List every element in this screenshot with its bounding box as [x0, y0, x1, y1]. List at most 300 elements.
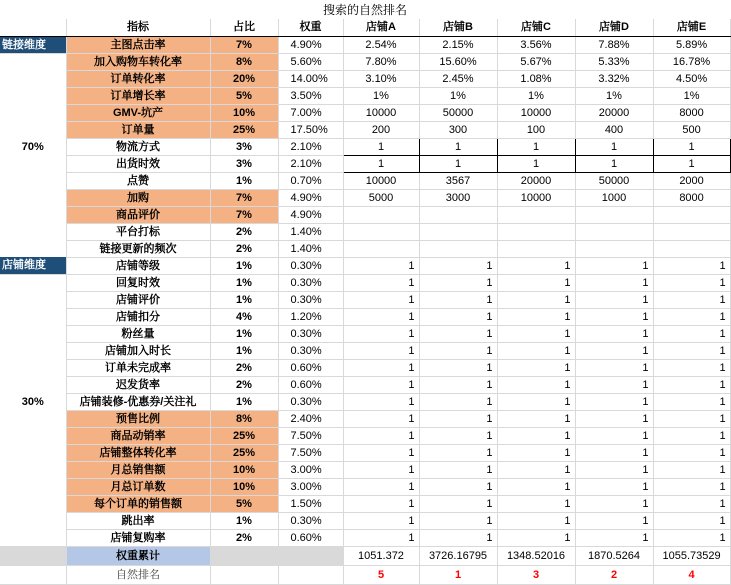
shop-value-cell[interactable]: 3.56% — [497, 36, 575, 53]
header-cell[interactable]: 店铺E — [653, 19, 730, 36]
weight-cell[interactable]: 0.30% — [278, 393, 343, 410]
weight-cell[interactable]: 4.90% — [278, 206, 343, 223]
shop-value-cell[interactable]: 300 — [419, 121, 497, 138]
shop-value-cell[interactable]: 1 — [653, 529, 730, 546]
metric-cell[interactable]: 加入购物车转化率 — [66, 53, 210, 70]
shop-value-cell[interactable]: 1 — [653, 138, 730, 155]
metric-cell[interactable]: 店铺评价 — [66, 291, 210, 308]
weight-cell[interactable]: 2.10% — [278, 155, 343, 172]
shop-value-cell[interactable]: 8000 — [653, 104, 730, 121]
rank-value-cell[interactable]: 1 — [419, 565, 497, 584]
share-cell[interactable]: 1% — [210, 291, 278, 308]
empty-cell[interactable] — [0, 104, 66, 121]
shop-value-cell[interactable]: 10000 — [497, 104, 575, 121]
weight-cell[interactable]: 3.50% — [278, 87, 343, 104]
share-cell[interactable]: 2% — [210, 359, 278, 376]
weight-cell[interactable]: 3.00% — [278, 461, 343, 478]
metric-cell[interactable]: 回复时效 — [66, 274, 210, 291]
empty-cell[interactable] — [0, 121, 66, 138]
shop-value-cell[interactable]: 15.60% — [419, 53, 497, 70]
share-cell[interactable]: 5% — [210, 87, 278, 104]
shop-value-cell[interactable]: 1 — [497, 138, 575, 155]
shop-value-cell[interactable]: 1 — [419, 410, 497, 427]
shop-value-cell[interactable]: 1 — [575, 444, 653, 461]
empty-cell[interactable] — [0, 427, 66, 444]
share-cell[interactable]: 1% — [210, 257, 278, 274]
shop-value-cell[interactable]: 1 — [497, 376, 575, 393]
shop-value-cell[interactable]: 1% — [497, 87, 575, 104]
empty-cell[interactable] — [0, 87, 66, 104]
shop-value-cell[interactable]: 1 — [343, 291, 419, 308]
shop-value-cell[interactable]: 1 — [419, 359, 497, 376]
empty-cell[interactable] — [0, 206, 66, 223]
empty-cell[interactable] — [0, 444, 66, 461]
share-cell[interactable]: 2% — [210, 529, 278, 546]
shop-value-cell[interactable] — [343, 240, 419, 257]
empty-cell[interactable] — [210, 546, 278, 565]
shop-value-cell[interactable]: 100 — [497, 121, 575, 138]
empty-cell[interactable] — [0, 240, 66, 257]
share-cell[interactable]: 2% — [210, 223, 278, 240]
rank-value-cell[interactable]: 4 — [653, 565, 730, 584]
shop-value-cell[interactable]: 1 — [497, 308, 575, 325]
summary-label[interactable]: 权重累计 — [66, 546, 210, 565]
shop-value-cell[interactable]: 3.10% — [343, 70, 419, 87]
metric-cell[interactable]: 订单量 — [66, 121, 210, 138]
empty-cell[interactable] — [0, 529, 66, 546]
share-cell[interactable]: 20% — [210, 70, 278, 87]
share-cell[interactable]: 1% — [210, 274, 278, 291]
weight-cell[interactable]: 4.90% — [278, 189, 343, 206]
weight-cell[interactable]: 7.00% — [278, 104, 343, 121]
shop-value-cell[interactable]: 1 — [343, 257, 419, 274]
dimension-share[interactable]: 70% — [0, 138, 66, 155]
shop-value-cell[interactable]: 16.78% — [653, 53, 730, 70]
metric-cell[interactable]: 订单未完成率 — [66, 359, 210, 376]
empty-cell[interactable] — [0, 565, 66, 584]
metric-cell[interactable]: 店铺整体转化率 — [66, 444, 210, 461]
weight-cell[interactable]: 0.30% — [278, 325, 343, 342]
shop-value-cell[interactable]: 2.15% — [419, 36, 497, 53]
shop-value-cell[interactable]: 1 — [653, 359, 730, 376]
metric-cell[interactable]: 预售比例 — [66, 410, 210, 427]
shop-value-cell[interactable]: 1 — [653, 308, 730, 325]
shop-value-cell[interactable]: 1 — [419, 529, 497, 546]
header-cell[interactable]: 店铺D — [575, 19, 653, 36]
share-cell[interactable]: 25% — [210, 444, 278, 461]
shop-value-cell[interactable]: 1 — [343, 444, 419, 461]
shop-value-cell[interactable]: 1 — [419, 512, 497, 529]
shop-value-cell[interactable]: 1 — [575, 529, 653, 546]
shop-value-cell[interactable]: 20000 — [497, 172, 575, 189]
shop-value-cell[interactable]: 1 — [419, 444, 497, 461]
shop-value-cell[interactable] — [343, 206, 419, 223]
weight-cell[interactable]: 2.40% — [278, 410, 343, 427]
weight-cell[interactable]: 0.30% — [278, 257, 343, 274]
share-cell[interactable]: 10% — [210, 461, 278, 478]
shop-value-cell[interactable]: 1 — [419, 325, 497, 342]
shop-value-cell[interactable]: 1 — [497, 410, 575, 427]
shop-value-cell[interactable]: 1 — [575, 410, 653, 427]
weight-cell[interactable]: 2.10% — [278, 138, 343, 155]
shop-value-cell[interactable]: 1 — [575, 291, 653, 308]
shop-value-cell[interactable]: 1 — [575, 359, 653, 376]
share-cell[interactable]: 7% — [210, 189, 278, 206]
shop-value-cell[interactable]: 1 — [343, 138, 419, 155]
shop-value-cell[interactable]: 1 — [343, 410, 419, 427]
metric-cell[interactable]: 平台打标 — [66, 223, 210, 240]
shop-value-cell[interactable]: 1 — [343, 376, 419, 393]
empty-cell[interactable] — [0, 223, 66, 240]
shop-value-cell[interactable] — [497, 223, 575, 240]
shop-value-cell[interactable]: 1 — [653, 257, 730, 274]
empty-cell[interactable] — [0, 172, 66, 189]
empty-cell[interactable] — [0, 325, 66, 342]
shop-value-cell[interactable]: 1 — [497, 529, 575, 546]
share-cell[interactable]: 5% — [210, 495, 278, 512]
shop-value-cell[interactable]: 1000 — [575, 189, 653, 206]
shop-value-cell[interactable]: 1 — [575, 155, 653, 172]
shop-value-cell[interactable]: 2.45% — [419, 70, 497, 87]
metric-cell[interactable]: 订单增长率 — [66, 87, 210, 104]
shop-value-cell[interactable]: 1 — [343, 393, 419, 410]
dimension-share[interactable]: 30% — [0, 393, 66, 410]
shop-value-cell[interactable]: 1 — [497, 155, 575, 172]
header-cell[interactable]: 店铺A — [343, 19, 419, 36]
weight-cell[interactable]: 14.00% — [278, 70, 343, 87]
share-cell[interactable]: 1% — [210, 172, 278, 189]
shop-value-cell[interactable]: 1 — [343, 495, 419, 512]
shop-value-cell[interactable] — [497, 206, 575, 223]
shop-value-cell[interactable] — [419, 206, 497, 223]
shop-value-cell[interactable]: 7.88% — [575, 36, 653, 53]
shop-value-cell[interactable]: 1 — [575, 138, 653, 155]
empty-cell[interactable] — [278, 565, 343, 584]
metric-cell[interactable]: 店铺加入时长 — [66, 342, 210, 359]
shop-value-cell[interactable]: 4.50% — [653, 70, 730, 87]
shop-value-cell[interactable] — [653, 206, 730, 223]
metric-cell[interactable]: 商品评价 — [66, 206, 210, 223]
metric-cell[interactable]: 每个订单的销售额 — [66, 495, 210, 512]
header-cell[interactable]: 店铺C — [497, 19, 575, 36]
empty-cell[interactable] — [0, 189, 66, 206]
shop-value-cell[interactable] — [575, 206, 653, 223]
shop-value-cell[interactable]: 1 — [575, 376, 653, 393]
metric-cell[interactable]: 点赞 — [66, 172, 210, 189]
shop-value-cell[interactable]: 1 — [343, 342, 419, 359]
shop-value-cell[interactable]: 8000 — [653, 189, 730, 206]
weight-cell[interactable]: 5.60% — [278, 53, 343, 70]
empty-cell[interactable] — [0, 70, 66, 87]
shop-value-cell[interactable]: 1 — [575, 461, 653, 478]
shop-value-cell[interactable]: 1 — [419, 155, 497, 172]
shop-value-cell[interactable]: 1 — [497, 342, 575, 359]
shop-value-cell[interactable]: 400 — [575, 121, 653, 138]
header-cell[interactable] — [0, 19, 66, 36]
metric-cell[interactable]: 出货时效 — [66, 155, 210, 172]
shop-value-cell[interactable]: 1 — [497, 291, 575, 308]
shop-value-cell[interactable]: 1 — [497, 359, 575, 376]
header-cell[interactable]: 店铺B — [419, 19, 497, 36]
metric-cell[interactable]: 月总销售额 — [66, 461, 210, 478]
summary-value-cell[interactable]: 1055.73529 — [653, 546, 730, 565]
shop-value-cell[interactable]: 1 — [343, 155, 419, 172]
shop-value-cell[interactable]: 20000 — [575, 104, 653, 121]
share-cell[interactable]: 10% — [210, 104, 278, 121]
share-cell[interactable]: 1% — [210, 393, 278, 410]
shop-value-cell[interactable]: 1 — [653, 393, 730, 410]
shop-value-cell[interactable]: 1% — [653, 87, 730, 104]
share-cell[interactable]: 25% — [210, 121, 278, 138]
shop-value-cell[interactable]: 1 — [575, 393, 653, 410]
shop-value-cell[interactable]: 1 — [653, 495, 730, 512]
rank-value-cell[interactable]: 3 — [497, 565, 575, 584]
table-row — [0, 376, 730, 393]
weight-cell[interactable]: 0.30% — [278, 274, 343, 291]
empty-cell[interactable] — [278, 546, 343, 565]
empty-cell[interactable] — [0, 546, 66, 565]
shop-value-cell[interactable]: 1 — [653, 478, 730, 495]
shop-value-cell[interactable]: 1 — [343, 461, 419, 478]
empty-cell[interactable] — [0, 478, 66, 495]
shop-value-cell[interactable]: 1 — [575, 308, 653, 325]
shop-value-cell[interactable]: 1 — [343, 359, 419, 376]
shop-value-cell[interactable]: 7.80% — [343, 53, 419, 70]
share-cell[interactable]: 8% — [210, 410, 278, 427]
shop-value-cell[interactable]: 1 — [419, 342, 497, 359]
weight-cell[interactable]: 4.90% — [278, 36, 343, 53]
shop-value-cell[interactable]: 200 — [343, 121, 419, 138]
shop-value-cell[interactable]: 1 — [575, 427, 653, 444]
table-row — [0, 291, 730, 308]
metric-cell[interactable]: 迟发货率 — [66, 376, 210, 393]
shop-value-cell[interactable]: 10000 — [497, 189, 575, 206]
empty-cell[interactable] — [0, 291, 66, 308]
share-cell[interactable]: 8% — [210, 53, 278, 70]
shop-value-cell[interactable]: 1 — [343, 308, 419, 325]
share-cell[interactable]: 1% — [210, 512, 278, 529]
empty-cell[interactable] — [0, 155, 66, 172]
shop-value-cell[interactable]: 5.33% — [575, 53, 653, 70]
weight-cell[interactable]: 1.40% — [278, 223, 343, 240]
share-cell[interactable]: 1% — [210, 325, 278, 342]
share-cell[interactable]: 10% — [210, 478, 278, 495]
empty-cell[interactable] — [0, 308, 66, 325]
shop-value-cell[interactable] — [653, 223, 730, 240]
ranking-label[interactable]: 自然排名 — [66, 565, 210, 584]
share-cell[interactable]: 4% — [210, 308, 278, 325]
shop-value-cell[interactable] — [653, 240, 730, 257]
shop-value-cell[interactable]: 1 — [497, 512, 575, 529]
shop-value-cell[interactable]: 1 — [497, 495, 575, 512]
empty-cell[interactable] — [0, 512, 66, 529]
shop-value-cell[interactable]: 1 — [575, 512, 653, 529]
share-cell[interactable]: 2% — [210, 240, 278, 257]
header-cell[interactable]: 指标 — [66, 19, 210, 36]
share-cell[interactable]: 7% — [210, 206, 278, 223]
shop-value-cell[interactable]: 50000 — [575, 172, 653, 189]
shop-value-cell[interactable]: 1 — [343, 274, 419, 291]
shop-value-cell[interactable]: 1 — [497, 478, 575, 495]
metric-cell[interactable]: 链接更新的频次 — [66, 240, 210, 257]
shop-value-cell[interactable]: 2.54% — [343, 36, 419, 53]
rank-value-cell[interactable]: 2 — [575, 565, 653, 584]
shop-value-cell[interactable]: 1 — [343, 529, 419, 546]
metric-cell[interactable]: 主图点击率 — [66, 36, 210, 53]
weight-cell[interactable]: 7.50% — [278, 427, 343, 444]
shop-value-cell[interactable] — [343, 223, 419, 240]
shop-value-cell[interactable]: 1 — [497, 274, 575, 291]
weight-cell[interactable]: 0.30% — [278, 291, 343, 308]
shop-value-cell[interactable]: 1 — [653, 461, 730, 478]
dimension-label[interactable]: 店铺维度 — [0, 257, 66, 274]
shop-value-cell[interactable]: 1 — [575, 325, 653, 342]
weight-cell[interactable]: 1.20% — [278, 308, 343, 325]
weight-cell[interactable]: 1.50% — [278, 495, 343, 512]
shop-value-cell[interactable]: 5.67% — [497, 53, 575, 70]
shop-value-cell[interactable]: 1 — [419, 393, 497, 410]
shop-value-cell[interactable]: 1 — [343, 427, 419, 444]
metric-cell[interactable]: 订单转化率 — [66, 70, 210, 87]
weight-cell[interactable]: 17.50% — [278, 121, 343, 138]
metric-cell[interactable]: 跳出率 — [66, 512, 210, 529]
summary-value-cell[interactable]: 1051.372 — [343, 546, 419, 565]
weight-cell[interactable]: 0.60% — [278, 376, 343, 393]
share-cell[interactable]: 3% — [210, 155, 278, 172]
empty-cell[interactable] — [0, 359, 66, 376]
metric-cell[interactable]: 店铺装修-优惠券/关注礼 — [66, 393, 210, 410]
metric-cell[interactable]: 物流方式 — [66, 138, 210, 155]
summary-value-cell[interactable]: 3726.16795 — [419, 546, 497, 565]
shop-value-cell[interactable]: 1 — [497, 461, 575, 478]
shop-value-cell[interactable] — [575, 223, 653, 240]
metric-cell[interactable]: 粉丝量 — [66, 325, 210, 342]
shop-value-cell[interactable]: 1 — [343, 512, 419, 529]
shop-value-cell[interactable]: 1 — [575, 495, 653, 512]
metric-cell[interactable]: 店铺复购率 — [66, 529, 210, 546]
shop-value-cell[interactable]: 1 — [419, 308, 497, 325]
shop-value-cell[interactable]: 2000 — [653, 172, 730, 189]
shop-value-cell[interactable]: 500 — [653, 121, 730, 138]
shop-value-cell[interactable]: 5.89% — [653, 36, 730, 53]
empty-cell[interactable] — [210, 565, 278, 584]
empty-cell[interactable] — [0, 376, 66, 393]
shop-value-cell[interactable]: 1 — [653, 342, 730, 359]
shop-value-cell[interactable]: 1 — [419, 257, 497, 274]
shop-value-cell[interactable]: 1% — [419, 87, 497, 104]
summary-value-cell[interactable]: 1870.5264 — [575, 546, 653, 565]
empty-cell[interactable] — [0, 342, 66, 359]
shop-value-cell[interactable] — [497, 240, 575, 257]
empty-cell[interactable] — [0, 410, 66, 427]
table-row — [0, 512, 730, 529]
shop-value-cell[interactable]: 1 — [419, 291, 497, 308]
shop-value-cell[interactable]: 1 — [575, 257, 653, 274]
share-cell[interactable]: 1% — [210, 342, 278, 359]
metric-cell[interactable]: 店铺等级 — [66, 257, 210, 274]
shop-value-cell[interactable]: 1 — [653, 155, 730, 172]
header-cell[interactable]: 权重 — [278, 19, 343, 36]
shop-value-cell[interactable]: 5000 — [343, 189, 419, 206]
shop-value-cell[interactable]: 1 — [419, 376, 497, 393]
shop-value-cell[interactable]: 1 — [653, 427, 730, 444]
shop-value-cell[interactable]: 1 — [653, 325, 730, 342]
metric-cell[interactable]: GMV-坑产 — [66, 104, 210, 121]
shop-value-cell[interactable] — [575, 240, 653, 257]
shop-value-cell[interactable]: 50000 — [419, 104, 497, 121]
summary-value-cell[interactable]: 1348.52016 — [497, 546, 575, 565]
weight-cell[interactable]: 1.40% — [278, 240, 343, 257]
shop-value-cell[interactable]: 1% — [343, 87, 419, 104]
share-cell[interactable]: 3% — [210, 138, 278, 155]
dimension-label[interactable]: 链接维度 — [0, 36, 66, 53]
shop-value-cell[interactable]: 1 — [653, 274, 730, 291]
weight-cell[interactable]: 0.30% — [278, 342, 343, 359]
shop-value-cell[interactable]: 1 — [419, 495, 497, 512]
shop-value-cell[interactable]: 10000 — [343, 104, 419, 121]
shop-value-cell[interactable]: 1 — [575, 274, 653, 291]
empty-cell[interactable] — [0, 461, 66, 478]
empty-cell[interactable] — [0, 495, 66, 512]
shop-value-cell[interactable]: 1 — [497, 257, 575, 274]
share-cell[interactable]: 7% — [210, 36, 278, 53]
weight-cell[interactable]: 0.30% — [278, 512, 343, 529]
shop-value-cell[interactable]: 1 — [497, 393, 575, 410]
shop-value-cell[interactable]: 1 — [653, 512, 730, 529]
empty-cell[interactable] — [0, 274, 66, 291]
shop-value-cell[interactable]: 1 — [497, 444, 575, 461]
metric-cell[interactable]: 加购 — [66, 189, 210, 206]
shop-value-cell[interactable]: 1 — [419, 427, 497, 444]
empty-cell[interactable] — [0, 53, 66, 70]
shop-value-cell[interactable]: 1 — [653, 444, 730, 461]
shop-value-cell[interactable]: 1 — [497, 427, 575, 444]
shop-value-cell[interactable] — [419, 223, 497, 240]
header-cell[interactable]: 占比 — [210, 19, 278, 36]
share-cell[interactable]: 25% — [210, 427, 278, 444]
weight-cell[interactable]: 0.60% — [278, 529, 343, 546]
shop-value-cell[interactable]: 1 — [653, 376, 730, 393]
shop-value-cell[interactable]: 1 — [419, 274, 497, 291]
shop-value-cell[interactable]: 10000 — [343, 172, 419, 189]
shop-value-cell[interactable]: 1 — [419, 478, 497, 495]
metric-cell[interactable]: 月总订单数 — [66, 478, 210, 495]
shop-value-cell[interactable]: 3.32% — [575, 70, 653, 87]
share-cell[interactable]: 2% — [210, 376, 278, 393]
rank-value-cell[interactable]: 5 — [343, 565, 419, 584]
metric-cell[interactable]: 店铺扣分 — [66, 308, 210, 325]
shop-value-cell[interactable]: 1 — [419, 138, 497, 155]
shop-value-cell[interactable]: 1 — [497, 325, 575, 342]
shop-value-cell[interactable]: 1 — [419, 461, 497, 478]
shop-value-cell[interactable]: 1 — [653, 410, 730, 427]
shop-value-cell[interactable]: 1 — [575, 478, 653, 495]
shop-value-cell[interactable] — [419, 240, 497, 257]
weight-cell[interactable]: 0.70% — [278, 172, 343, 189]
shop-value-cell[interactable]: 1 — [343, 325, 419, 342]
weight-cell[interactable]: 0.60% — [278, 359, 343, 376]
shop-value-cell[interactable]: 1% — [575, 87, 653, 104]
shop-value-cell[interactable]: 1.08% — [497, 70, 575, 87]
shop-value-cell[interactable]: 1 — [653, 291, 730, 308]
shop-value-cell[interactable]: 1 — [343, 478, 419, 495]
shop-value-cell[interactable]: 3000 — [419, 189, 497, 206]
weight-cell[interactable]: 3.00% — [278, 478, 343, 495]
shop-value-cell[interactable]: 1 — [575, 342, 653, 359]
weight-cell[interactable]: 7.50% — [278, 444, 343, 461]
metric-cell[interactable]: 商品动销率 — [66, 427, 210, 444]
shop-value-cell[interactable]: 3567 — [419, 172, 497, 189]
